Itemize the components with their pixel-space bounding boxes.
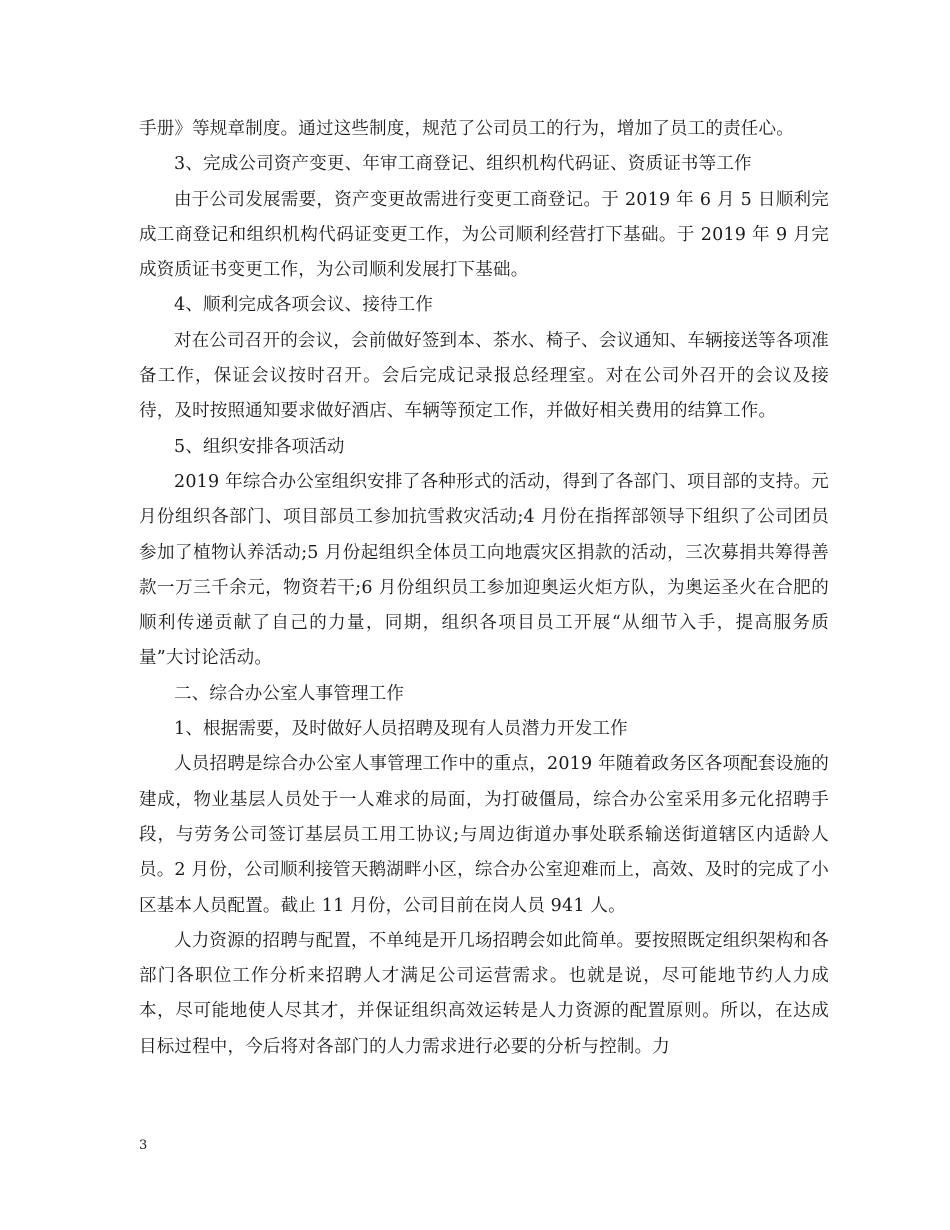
section-heading-hr-management: 二、综合办公室人事管理工作: [174, 683, 405, 704]
paragraph-activities: 2019 年综合办公室组织安排了各种形式的活动，得到了各部门、项目部的支持。元月份组织各部门、项目部员工参加抗雪救灾活动;4 月份在指挥部领导下组织了公司团员参加了植物认养活动;5 月份起组织全体员工向地震灾区捐款的活动，三次募捐共筹得善款一万三千余元，物资若干;6 月份组织员工参加迎奥运火炬方队，为奥运圣火在合肥的顺利传递贡献了自己的力量，同期，组织各项目员工开展“从细节入手，提高服务质量”大讨论活动。: [139, 471, 829, 669]
section-heading-meetings: 4、顺利完成各项会议、接待工作: [174, 295, 434, 316]
paragraph-recruitment: 人员招聘是综合办公室人事管理工作中的重点，2019 年随着政务区各项配套设施的建成，物业基层人员处于一人难求的局面，为打破僵局，综合办公室采用多元化招聘手段，与劳务公司签订基层员工用工协议;与周边街道办事处联系输送街道辖区内适龄人员。2 月份，公司顺利接管天鹅湖畔小区，综合办公室迎难而上，高效、及时的完成了小区基本人员配置。截止 11 月份，公司目前在岗人员 941 人。: [139, 754, 829, 916]
section-heading-activities: 5、组织安排各项活动: [174, 436, 345, 457]
paragraph-asset-change: 由于公司发展需要，资产变更故需进行变更工商登记。于 2019 年 6 月 5 日顺利完成工商登记和组织机构代码证变更工作，为公司顺利经营打下基础。于 2019 年 9 月完成资质证书变更工作，为公司顺利发展打下基础。: [139, 189, 829, 281]
paragraph-regulations-end: 手册》等规章制度。通过这些制度，规范了公司员工的行为，增加了员工的责任心。: [139, 119, 794, 139]
paragraph-meetings: 对在公司召开的会议，会前做好签到本、茶水、椅子、会议通知、车辆接送等各项准备工作，保证会议按时召开。会后完成记录报总经理室。对在公司外召开的会议及接待，及时按照通知要求做好酒店、车辆等预定工作，并做好相关费用的结算工作。: [139, 330, 829, 422]
page-number: 3: [139, 1138, 148, 1153]
paragraph-hr-allocation: 人力资源的招聘与配置，不单纯是开几场招聘会如此简单。要按照既定组织架构和各部门各职位工作分析来招聘人才满足公司运营需求。也就是说，尽可能地节约人力成本，尽可能地使人尽其才，并保证组织高效运转是人力资源的配置原则。所以，在达成目标过程中，今后将对各部门的人力需求进行必要的分析与控制。力: [139, 930, 829, 1057]
document-body: [139, 112, 829, 1065]
section-heading-recruitment: 1、根据需要，及时做好人员招聘及现有人员潜力开发工作: [174, 719, 628, 740]
section-heading-asset-change: 3、完成公司资产变更、年审工商登记、组织机构代码证、资质证书等工作: [174, 154, 752, 175]
